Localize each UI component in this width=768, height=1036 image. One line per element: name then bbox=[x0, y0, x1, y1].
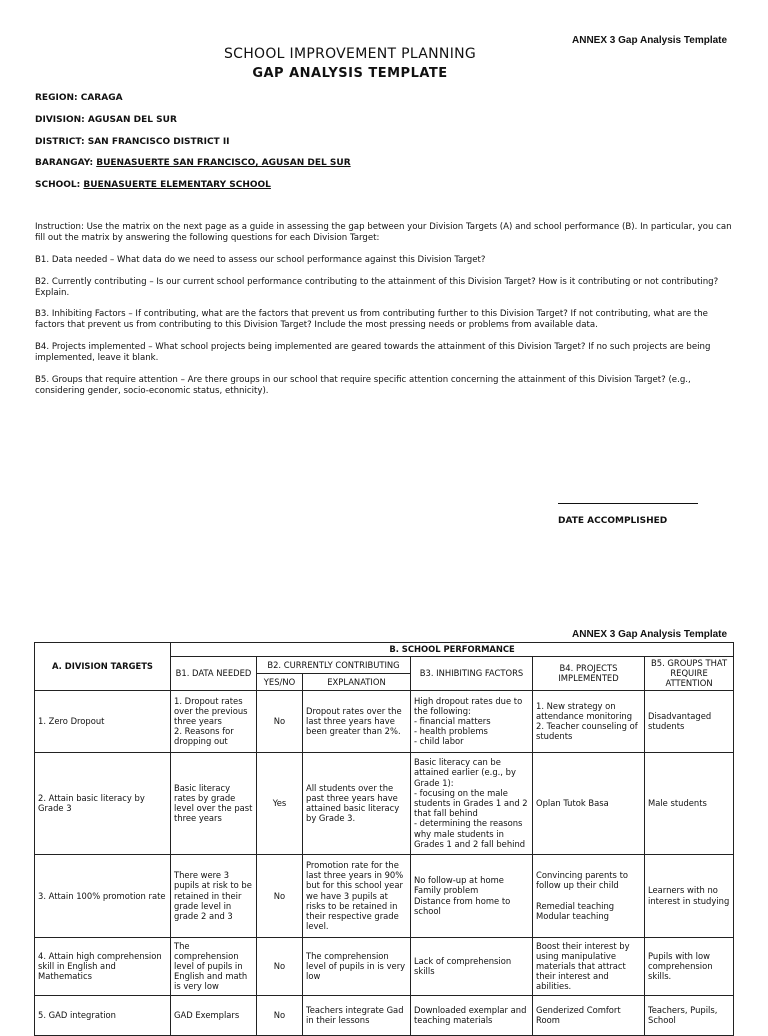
inhibiting-factors-text: High dropout rates due to the following: - financial matters - health problems - child labor bbox=[414, 695, 523, 747]
yes-no-cell bbox=[257, 937, 303, 995]
groups-attention-cell bbox=[645, 937, 734, 995]
school-label: SCHOOL: bbox=[35, 180, 84, 190]
data-needed-cell bbox=[171, 690, 257, 752]
b3-header: B3. INHIBITING FACTORS bbox=[411, 657, 533, 691]
data-needed-cell bbox=[171, 995, 257, 1035]
date-accomplished-label: DATE ACCOMPLISHED bbox=[558, 516, 668, 526]
table-row bbox=[35, 690, 734, 752]
b2-yesno-header: YES/NO bbox=[257, 673, 303, 690]
barangay-field bbox=[35, 158, 351, 168]
region-field bbox=[35, 93, 123, 103]
division-target-text: 3. Attain 100% promotion rate bbox=[38, 890, 166, 901]
b2-header: B2. CURRENTLY CONTRIBUTING bbox=[257, 657, 411, 674]
projects-implemented-cell bbox=[533, 995, 645, 1035]
division-label: DIVISION: bbox=[35, 115, 88, 125]
instruction-b2: B2. Currently contributing – Is our current school performance contributing to the attainment of this Division Target? How is it contributing or not contributing? Explain. bbox=[35, 277, 719, 298]
explanation-cell bbox=[303, 937, 411, 995]
division-target-text: 4. Attain high comprehension skill in English and Mathematics bbox=[38, 950, 162, 982]
table-row bbox=[35, 854, 734, 937]
inhibiting-factors-text: Basic literacy can be attained earlier (e.g., by Grade 1): - focusing on the male students in Grades 1 and 2 that fall behind - determining the reasons why male students in Grades 1 and 2 fall behind bbox=[414, 757, 528, 849]
data-needed-text: The comprehension level of pupils in English and math is very low bbox=[174, 940, 248, 992]
instruction-b4: B4. Projects implemented – What school projects being implemented are geared towards the attainment of this Division Target? If no such projects are being implemented, leave it blank. bbox=[35, 342, 711, 363]
yes-no-cell bbox=[257, 752, 303, 854]
data-needed-cell bbox=[171, 752, 257, 854]
instruction-b1: B1. Data needed – What data do we need to assess our school performance against this Division Target? bbox=[35, 255, 486, 265]
instruction-b5: B5. Groups that require attention – Are there groups in our school that require specific attention concerning the attainment of this Division Target? (e.g., considering gender, socio-economic status, ethnicity). bbox=[35, 375, 691, 396]
explanation-cell bbox=[303, 690, 411, 752]
projects-implemented-text: Boost their interest by using manipulative materials that attract their interest and abilities. bbox=[536, 940, 630, 992]
instruction-intro: Instruction: Use the matrix on the next page as a guide in assessing the gap between your Division Targets (A) and school performance (B). In particular, you can fill out the matrix by answering the following questions for each Division Target: bbox=[35, 222, 732, 243]
inhibiting-factors-cell bbox=[411, 854, 533, 937]
projects-implemented-text: Genderized Comfort Room bbox=[536, 1004, 621, 1026]
page-subtitle: GAP ANALYSIS TEMPLATE bbox=[252, 66, 448, 81]
page-title: SCHOOL IMPROVEMENT PLANNING bbox=[223, 46, 477, 62]
yes-no-text: No bbox=[273, 716, 286, 726]
division-target-cell bbox=[35, 995, 171, 1035]
region-label: REGION: bbox=[35, 93, 81, 103]
annex-label: ANNEX 3 Gap Analysis Template bbox=[572, 35, 728, 46]
school-value: BUENASUERTE ELEMENTARY SCHOOL bbox=[83, 180, 271, 190]
division-target-text: 2. Attain basic literacy by Grade 3 bbox=[38, 792, 145, 814]
projects-implemented-cell bbox=[533, 937, 645, 995]
groups-attention-cell bbox=[645, 854, 734, 937]
data-needed-text: There were 3 pupils at risk to be retained in their grade level in grade 2 and 3 bbox=[174, 870, 252, 921]
inhibiting-factors-cell bbox=[411, 937, 533, 995]
table-row bbox=[35, 937, 734, 995]
data-needed-text: 1. Dropout rates over the previous three years 2. Reasons for dropping out bbox=[174, 695, 248, 747]
inhibiting-factors-cell bbox=[411, 995, 533, 1035]
explanation-text: All students over the past three years have attained basic literacy by Grade 3. bbox=[306, 782, 400, 824]
yes-no-text: No bbox=[273, 1010, 286, 1020]
barangay-value: BUENASUERTE SAN FRANCISCO, AGUSAN DEL SUR bbox=[96, 158, 351, 168]
region-value: CARAGA bbox=[80, 93, 123, 103]
division-target-cell bbox=[35, 937, 171, 995]
b5-header: B5. GROUPS THAT REQUIRE ATTENTION bbox=[645, 657, 734, 691]
division-value: AGUSAN DEL SUR bbox=[87, 115, 177, 125]
explanation-text: The comprehension level of pupils in is very low bbox=[306, 950, 406, 982]
groups-attention-cell bbox=[645, 690, 734, 752]
groups-attention-text: Disadvantaged students bbox=[648, 710, 712, 732]
yes-no-cell bbox=[257, 690, 303, 752]
inhibiting-factors-text: Downloaded exemplar and teaching materials bbox=[414, 1004, 527, 1026]
division-target-cell bbox=[35, 854, 171, 937]
groups-attention-text: Teachers, Pupils, School bbox=[648, 1004, 718, 1026]
b4-header: B4. PROJECTS IMPLEMENTED bbox=[533, 657, 645, 691]
b2-explanation-header: EXPLANATION bbox=[303, 673, 411, 690]
yes-no-text: Yes bbox=[272, 798, 287, 808]
groups-attention-text: Pupils with low comprehension skills. bbox=[648, 950, 713, 982]
explanation-cell bbox=[303, 752, 411, 854]
data-needed-cell bbox=[171, 854, 257, 937]
school-performance-header: B. SCHOOL PERFORMANCE bbox=[171, 643, 734, 657]
instruction-b3: B3. Inhibiting Factors – If contributing, what are the factors that prevent us from contributing further to this Division Target? If not contributing, what are the factors that prevent us from contributing to this Division Target? Include the most pressing needs or problems from available data. bbox=[35, 309, 708, 330]
explanation-cell bbox=[303, 995, 411, 1035]
groups-attention-text: Learners with no interest in studying bbox=[648, 885, 730, 906]
groups-attention-cell bbox=[645, 995, 734, 1035]
annex-label-page2: ANNEX 3 Gap Analysis Template bbox=[572, 629, 728, 640]
division-target-cell bbox=[35, 752, 171, 854]
projects-implemented-text: 1. New strategy on attendance monitoring 2. Teacher counseling of students bbox=[536, 700, 638, 742]
division-target-text: 5. GAD integration bbox=[38, 1010, 116, 1020]
gap-analysis-table bbox=[34, 642, 734, 1036]
district-field bbox=[35, 137, 230, 147]
inhibiting-factors-cell bbox=[411, 690, 533, 752]
division-target-cell bbox=[35, 690, 171, 752]
projects-implemented-cell bbox=[533, 854, 645, 937]
projects-implemented-cell bbox=[533, 752, 645, 854]
inhibiting-factors-cell bbox=[411, 752, 533, 854]
projects-implemented-cell bbox=[533, 690, 645, 752]
yes-no-text: No bbox=[273, 961, 286, 971]
explanation-text: Teachers integrate Gad in their lessons bbox=[306, 1004, 404, 1026]
explanation-cell bbox=[303, 854, 411, 937]
projects-implemented-text: Oplan Tutok Basa bbox=[536, 798, 609, 808]
b1-header: B1. DATA NEEDED bbox=[171, 657, 257, 691]
projects-implemented-text: Convincing parents to follow up their child Remedial teaching Modular teaching bbox=[536, 870, 628, 921]
division-targets-header: A. DIVISION TARGETS bbox=[35, 643, 171, 691]
signature-line bbox=[558, 503, 698, 504]
yes-no-cell bbox=[257, 854, 303, 937]
groups-attention-text: Male students bbox=[648, 798, 707, 808]
inhibiting-factors-text: Lack of comprehension skills bbox=[414, 955, 512, 977]
division-target-text: 1. Zero Dropout bbox=[38, 716, 105, 726]
division-field bbox=[35, 115, 177, 125]
data-needed-text: GAD Exemplars bbox=[174, 1010, 240, 1020]
school-field bbox=[35, 180, 271, 190]
groups-attention-cell bbox=[645, 752, 734, 854]
explanation-text: Dropout rates over the last three years have been greater than 2%. bbox=[306, 705, 402, 737]
district-label: DISTRICT: bbox=[35, 137, 88, 147]
inhibiting-factors-text: No follow-up at home Family problem Distance from home to school bbox=[414, 875, 511, 916]
yes-no-cell bbox=[257, 995, 303, 1035]
barangay-label: BARANGAY: bbox=[35, 158, 97, 168]
district-value: SAN FRANCISCO DISTRICT II bbox=[87, 137, 230, 147]
table-row bbox=[35, 995, 734, 1035]
yes-no-text: No bbox=[273, 890, 286, 901]
table-row bbox=[35, 752, 734, 854]
data-needed-cell bbox=[171, 937, 257, 995]
data-needed-text: Basic literacy rates by grade level over the past three years bbox=[174, 782, 253, 824]
explanation-text: Promotion rate for the last three years in 90% but for this school year we have 3 pupils at risks to be retained in their respective grade level. bbox=[306, 859, 404, 932]
